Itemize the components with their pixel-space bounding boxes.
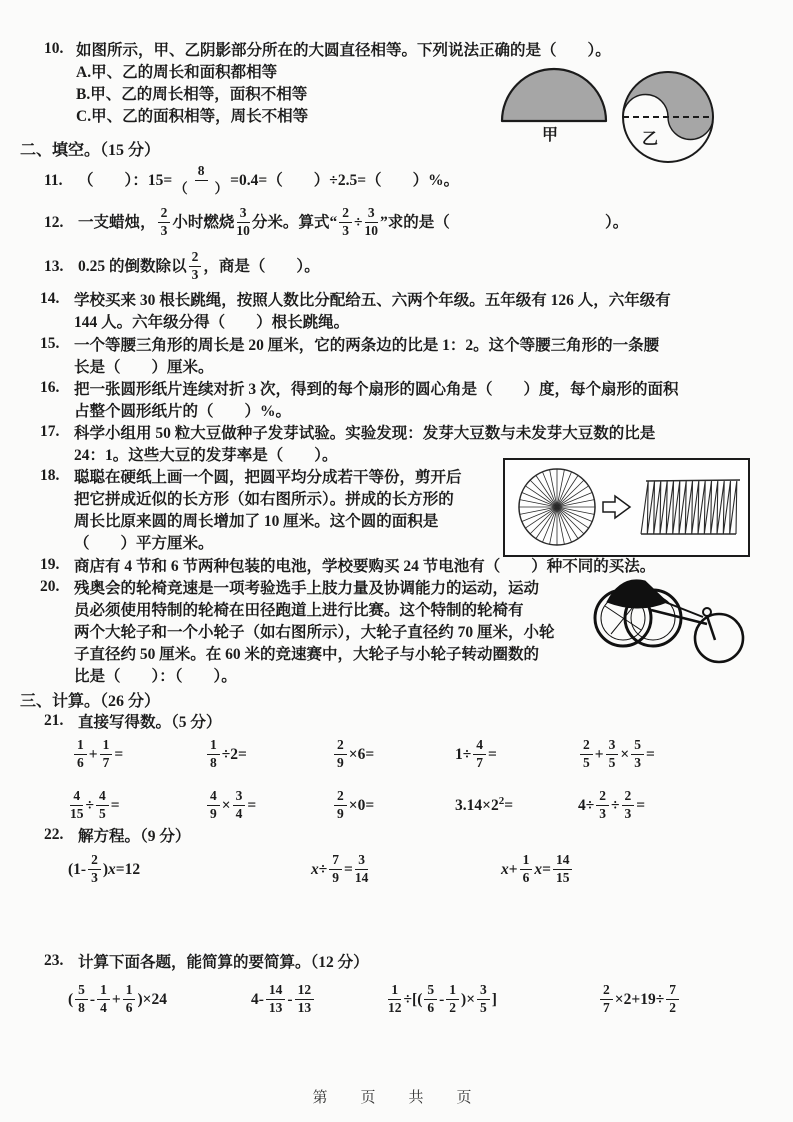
q21-expressions-row2 bbox=[68, 782, 768, 830]
question-12 bbox=[44, 202, 764, 244]
question-text-line: 周长比原来圆的周长增加了 10 厘米。这个圆的面积是 bbox=[74, 513, 439, 530]
expression: $\frac{2}{5}$ + $\frac{3}{5}$ × $\frac{5}{3}$ = bbox=[578, 731, 772, 779]
expression: $3.14\times 2^2=$ bbox=[455, 794, 514, 814]
equation: x÷ $\frac{7}{9}$ = $\frac{3}{14}$ bbox=[311, 852, 369, 885]
question-14 bbox=[40, 290, 755, 334]
q10-circles-figure bbox=[497, 57, 765, 165]
question-number: 13. bbox=[44, 258, 64, 275]
shaded-semicircle-jia bbox=[502, 69, 606, 121]
question-number: 16. bbox=[40, 379, 60, 396]
sector-lines bbox=[519, 469, 595, 545]
expression: $\frac{4}{15}$ ÷ $\frac{4}{5}$ = bbox=[70, 788, 120, 821]
question-text-line: 占整个圆形纸片的（ ）%。 bbox=[74, 403, 292, 420]
q21-expressions-row1 bbox=[72, 731, 772, 779]
question-text: 0.25 的倒数除以 $\frac{2}{3}$ ，商是（ ）。 bbox=[78, 249, 320, 282]
option-c: C.甲、乙的面积相等，周长不相等 bbox=[76, 108, 309, 125]
question-text-line: 把它拼成近似的长方形（如右图所示）。拼成的长方形的 bbox=[74, 491, 454, 508]
question-number: 15. bbox=[40, 335, 60, 352]
question-number: 14. bbox=[40, 290, 60, 307]
expression: $\frac{1}{12}$ ÷[( $\frac{5}{6}$ - $\frac{1}{2}$ )× $\frac{3}{5}$ ] bbox=[388, 982, 497, 1015]
question-instruction: 直接写得数。（5 分） bbox=[78, 714, 222, 731]
q23-expressions-row bbox=[68, 976, 784, 1024]
question-number: 22. bbox=[44, 826, 64, 843]
question-text: （ ）：15= $\frac{8}{( )}$ =0.4=（ ）÷2.5=（ ）%。 bbox=[78, 163, 460, 196]
arrow-right-icon bbox=[603, 496, 630, 518]
question-15 bbox=[40, 335, 755, 379]
q18-figure-box bbox=[503, 458, 750, 557]
question-text-line: 比是（ ）：（ ）。 bbox=[74, 668, 237, 685]
q22-equations-row bbox=[68, 846, 768, 894]
question-text-line: 两个大轮子和一个小轮子（如右图所示），大轮子直径约 70 厘米，小轮 bbox=[74, 624, 555, 641]
question-number: 12. bbox=[44, 214, 64, 231]
front-fork bbox=[707, 616, 715, 640]
expression: $\frac{1}{8}$ ÷2= bbox=[205, 731, 332, 779]
spoke bbox=[605, 606, 641, 630]
page-footer: 第 页 共 页 bbox=[312, 1090, 481, 1106]
question-number: 10. bbox=[44, 40, 64, 57]
question-number: 20. bbox=[40, 578, 60, 595]
seat-silhouette bbox=[607, 580, 667, 608]
question-text-line: （ ）平方厘米。 bbox=[74, 535, 214, 552]
question-18 bbox=[40, 467, 500, 555]
question-text-line: 科学小组用 50 粒大豆做种子发芽试验。实验发现：发芽大豆数与未发芽大豆数的比是 bbox=[74, 425, 656, 442]
q20-wheelchair-figure bbox=[593, 572, 763, 670]
question-text-line: 员必须使用特制的轮椅在田径跑道上进行比赛。这个特制的轮椅有 bbox=[74, 602, 524, 619]
question-text-line: 把一张圆形纸片连续对折 3 次，得到的每个扇形的圆心角是（ ）度，每个扇形的面积 bbox=[74, 381, 679, 398]
expression: 1÷ $\frac{4}{7}$ = bbox=[455, 737, 497, 770]
question-text-line: 子直径约 50 厘米。在 60 米的竞速赛中，大轮子与小轮子转动圈数的 bbox=[74, 646, 540, 663]
label-yi: 乙 bbox=[642, 131, 659, 148]
expression: 4- $\frac{14}{13}$ - $\frac{12}{13}$ bbox=[251, 976, 386, 1024]
question-text: 商店有 4 节和 6 节两种包装的电池，学校要购买 24 节电池有（ ）种不同的买法。 bbox=[74, 558, 656, 575]
question-instruction: 计算下面各题，能简算的要简算。（12 分） bbox=[78, 954, 369, 971]
shaded-taiji-yi bbox=[623, 72, 713, 140]
question-text-line: 聪聪在硬纸上画一个圆，把圆平均分成若干等份，剪开后 bbox=[74, 469, 462, 486]
zigzag-top-edge bbox=[646, 480, 740, 481]
option-a: A.甲、乙的周长和面积都相等 bbox=[76, 64, 278, 81]
question-text: 一支蜡烛， $\frac{2}{3}$ 小时燃烧 $\frac{3}{10}$ 分米。算式“ $\frac{2}{3}$ ÷ $\frac{3}{10}$ ”求的是（ ）。 bbox=[78, 205, 629, 238]
question-number: 23. bbox=[44, 952, 64, 969]
question-number: 18. bbox=[40, 467, 60, 484]
equation: x+ $\frac{1}{6}$ x= $\frac{14}{15}$ bbox=[501, 846, 768, 894]
question-text-line: 一个等腰三角形的周长是 20 厘米，它的两条边的比是 1：2。这个等腰三角形的一条腰 bbox=[74, 337, 660, 354]
question-text-line: 24：1。这些大豆的发芽率是（ ）。 bbox=[74, 447, 338, 464]
question-text-line: 长是（ ）厘米。 bbox=[74, 359, 214, 376]
expression: $\frac{2}{9}$ ×6= bbox=[332, 731, 455, 779]
question-20 bbox=[40, 578, 595, 688]
question-instruction: 解方程。（9 分） bbox=[78, 828, 191, 845]
expression: $\frac{4}{9}$ × $\frac{3}{4}$ = bbox=[205, 782, 332, 830]
question-23-header bbox=[44, 952, 544, 974]
question-text-line: 学校买来 30 根长跳绳，按照人数比分配给五、六两个年级。五年级有 126 人，六年级有 bbox=[74, 292, 671, 309]
question-number: 17. bbox=[40, 423, 60, 440]
question-13 bbox=[44, 246, 744, 288]
expression: ( $\frac{5}{8}$ - $\frac{1}{4}$ + $\frac{1}{6}$ )×24 bbox=[68, 982, 167, 1015]
section-3-header: 三、计算。（26 分） bbox=[20, 693, 161, 710]
expression: $\frac{1}{6}$ + $\frac{1}{7}$ = bbox=[72, 731, 205, 779]
equation: (1- $\frac{2}{3}$ )x=12 bbox=[68, 852, 141, 885]
label-jia: 甲 bbox=[542, 127, 559, 144]
option-b: B.甲、乙的周长相等，面积不相等 bbox=[76, 86, 308, 103]
expression: 4÷ $\frac{2}{3}$ ÷ $\frac{2}{3}$ = bbox=[578, 788, 646, 821]
question-text-line: 残奥会的轮椅竞速是一项考验选手上肢力量及协调能力的运动，运动 bbox=[74, 580, 540, 597]
question-16 bbox=[40, 379, 755, 423]
question-number: 11. bbox=[44, 172, 63, 189]
expression: $\frac{2}{9}$ ×0= bbox=[332, 782, 455, 830]
section-2-header: 二、填空。（15 分） bbox=[20, 142, 161, 159]
front-wheel bbox=[695, 614, 743, 662]
question-text: 如图所示，甲、乙阴影部分所在的大圆直径相等。下列说法正确的是（ ）。 bbox=[76, 42, 611, 59]
q18-circle-to-rectangle-figure bbox=[505, 460, 748, 555]
question-number: 19. bbox=[40, 556, 60, 573]
expression: $\frac{2}{7}$ ×2+19÷ $\frac{7}{2}$ bbox=[598, 976, 784, 1024]
question-11 bbox=[44, 160, 744, 202]
question-22-header bbox=[44, 826, 444, 848]
question-text-line: 144 人。六年级分得（ ）根长跳绳。 bbox=[74, 314, 350, 331]
question-number: 21. bbox=[44, 712, 64, 729]
zigzag-rectangle bbox=[641, 481, 737, 534]
